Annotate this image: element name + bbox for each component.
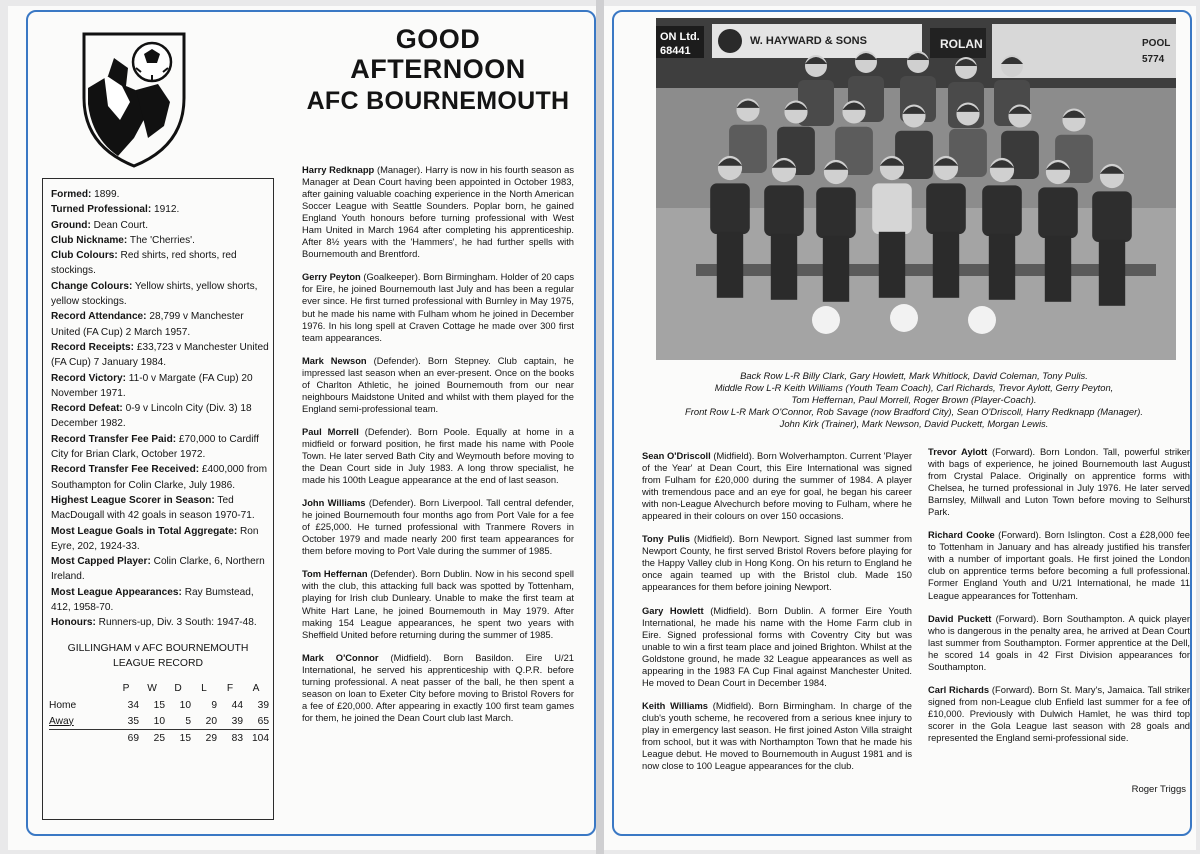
- fact-item-name: Record Victory:: [51, 372, 126, 384]
- fact-item-text: Red shirts, red shorts, red stockings.: [51, 250, 237, 277]
- sign-text: 68441: [660, 45, 691, 57]
- table-cell: 29: [205, 732, 217, 744]
- team-photo-image: [656, 18, 1176, 360]
- fact-item: [51, 309, 269, 340]
- fact-item: [51, 524, 269, 555]
- page-headline: [298, 24, 578, 118]
- sign-text: 5774: [1142, 54, 1165, 65]
- player-bio-text: (Midfield). Born Birmingham. In charge of the club's youth scheme, he recovered from a serious knee injury to play in emergency last season. He first joined Aston Villa straight from school, but it was with Northampton Town that he made his League debut. He moved to Bournemouth in August 1981 and is now close to 100 League appearances for the club.: [642, 700, 913, 772]
- player-bio-name: Mark Newson: [302, 355, 367, 366]
- player-bio-text: (Midfield). Born Basildon. Eire U/21 International, he served his apprenticeship with Q.P.R. before turning professional. A neat passer of the ball, he then spent a season on loan to Exeter City before moving to Bristol Rovers for a fee of £20,000. After appearing in exactly 100 first team games for them, he joined the Dean Court club last March.: [302, 652, 574, 723]
- header-cell: F: [226, 682, 234, 694]
- player-bio-name: Harry Redknapp: [302, 165, 375, 175]
- fact-item-name: Most League Goals in Total Aggregate:: [51, 525, 238, 537]
- header-cell: W: [147, 682, 157, 694]
- player-bio-name: Tony Pulis: [642, 534, 690, 545]
- fact-item-name: Most League Appearances:: [51, 586, 182, 598]
- table-cell: 39: [257, 699, 269, 711]
- player-bio-name: Richard Cooke: [928, 530, 995, 541]
- fact-item: [51, 218, 269, 233]
- row-label: Away: [49, 715, 74, 727]
- fact-item-text: Colin Clarke, 6, Northern Ireland.: [51, 556, 265, 583]
- header-cell: P: [122, 682, 130, 694]
- player-bio-text: (Manager). Harry is now in his fourth season as Manager at Dean Court having been appointed in October 1983, after gaining valuable coaching experience in the North American Soccer League with Seattle Sounders. Poplar born, he gained England Youth honours before turning professional with West Ham United in March 1964 after completing his apprenticeship. After 8½ years with the 'Hammers', he had further spells with Bournemouth and Brentford.: [302, 165, 574, 260]
- table-cell: 65: [243, 713, 269, 730]
- player-bio: [642, 605, 912, 689]
- fact-item-name: Most Capped Player:: [51, 556, 151, 568]
- table-cell: 44: [231, 699, 243, 711]
- fact-item-name: Ground:: [51, 219, 91, 231]
- player-bio-name: Sean O'Driscoll: [642, 451, 711, 461]
- league-record-title-line-1: GILLINGHAM v AFC BOURNEMOUTH: [67, 643, 249, 654]
- page-gutter: [596, 0, 604, 854]
- player-bios-right-col2: [928, 446, 1190, 755]
- fact-item-name: Record Transfer Fee Paid:: [51, 433, 177, 445]
- player-bio-name: Carl Richards: [928, 684, 990, 695]
- table-cell: 104: [252, 732, 269, 744]
- player-bio: [642, 700, 912, 772]
- club-crest-logo: [78, 28, 190, 170]
- author-byline: Roger Triggs: [1131, 784, 1186, 795]
- league-record-title-line-2: LEAGUE RECORD: [112, 658, 204, 669]
- league-record-row-total: [49, 730, 269, 747]
- football: [812, 306, 840, 334]
- fact-item: [51, 462, 269, 493]
- league-record-title: [43, 641, 273, 671]
- player-bio-name: Tom Heffernan: [302, 569, 368, 580]
- fact-item-text: 28,799 v Manchester United (FA Cup) 2 March 1957.: [51, 311, 244, 338]
- player-bio: [928, 446, 1190, 518]
- sign-text: ROLAN: [940, 37, 983, 51]
- fact-item-text: £400,000 from Southampton for Colin Clarke, July 1986.: [51, 464, 268, 491]
- table-cell: 69: [127, 732, 139, 744]
- fact-item: [51, 248, 269, 279]
- fact-item-text: 1899.: [91, 189, 120, 200]
- player-bio-text: (Defender). Born Liverpool. Tall central defender, he joined Bournemouth four months ago from Port Vale for a fee of £25,000. He turned professional with Tranmere Rovers in October 1979 and made nearly 200 first team appearances for them before moving to Port Vale during the summer of 1985.: [302, 498, 574, 557]
- fact-item: [51, 187, 269, 202]
- table-cell: 5: [165, 713, 191, 730]
- player-bio-text: (Midfield). Born Dublin. A former Eire Youth International, he made his name with the Home Farm club in Eire. Signed professional forms with Coventry City but was unable to win a first team place and joined Brighton. Whilst at the Goldstone ground, he made 32 League appearances as well as appearing in the 1983 FA Cup Final against Manchester United. He moved to Dean Court in December 1984.: [642, 605, 912, 688]
- player-bio-name: Gary Howlett: [642, 605, 704, 616]
- table-cell: 20: [191, 713, 217, 730]
- player-bio: [302, 568, 574, 640]
- player-bio: [302, 652, 574, 724]
- fact-item: [51, 371, 269, 402]
- sign-text: ON Ltd.: [660, 31, 700, 43]
- player-bio-name: Trevor Aylott: [928, 447, 988, 457]
- player-bio-name: Keith Williams: [642, 700, 708, 711]
- table-cell: 25: [153, 732, 165, 744]
- player-bio: [642, 450, 912, 522]
- table-cell: 15: [153, 699, 165, 711]
- table-cell: 10: [179, 699, 191, 711]
- player-bio-text: (Defender). Born Stepney. Club captain, he impressed last season when an ever-present. Once on the books of Charlton Athletic, he joined Bournemouth from our near neighbours Maidstone United and whilst with them played for the England semi-professional team.: [302, 355, 574, 414]
- league-record-row-away: [49, 713, 269, 730]
- player-bio-text: (Forward). Born Southampton. A quick player who is dangerous in the penalty area, he arrived at Dean Court last summer from Southampton. Former apprentice at the Dell, he scored 14 goals in 42 First Division appearances for Southampton.: [928, 613, 1190, 672]
- fact-item-name: Honours:: [51, 617, 96, 629]
- player-bio-text: (Midfield). Born Wolverhampton. Current 'Player of the Year' at Dean Court, this Eire International was signed from Fulham for £20,000 during the summer of 1984. A player with tremendous pace and an eye for goal, he began his career with non-League Alvechurch before moving to Fulham, where he appeared in their colours on over 150 occasions.: [642, 451, 912, 522]
- player-bio-name: Gerry Peyton: [302, 272, 361, 283]
- fact-item-text: Ray Bumstead, 412, 1958-70.: [51, 586, 254, 614]
- football: [968, 306, 996, 334]
- fact-item: [51, 585, 269, 616]
- fact-item-text: 0-9 v Lincoln City (Div. 3) 18 December 1982.: [51, 403, 252, 430]
- left-page: [8, 6, 596, 850]
- fact-item-text: Dean Court.: [90, 219, 149, 231]
- header-cell: A: [252, 682, 260, 694]
- player-bio-text: (Forward). Born Islington. Cost a £28,000 fee to Tottenham in January and has already justified his transfer with a number of important goals. He first joined the London club on apprentice terms before becoming a full professional. Former England Youth and U/21 International, he made 11 League appearances for Tottenham.: [928, 530, 1190, 601]
- fact-item: [51, 432, 269, 463]
- fact-item-name: Record Defeat:: [51, 403, 123, 415]
- team-photo: [656, 18, 1176, 360]
- caption-line: Back Row L-R Billy Clark, Gary Howlett, Mark Whitlock, David Coleman, Tony Pulis.: [740, 370, 1088, 381]
- fact-item: [51, 554, 269, 585]
- fact-item-name: Record Transfer Fee Received:: [51, 464, 200, 476]
- fact-item: [51, 493, 269, 524]
- football: [890, 304, 918, 332]
- sign-text: W. HAYWARD & SONS: [750, 35, 867, 47]
- fact-item-name: Change Colours:: [51, 280, 133, 292]
- player-bio-text: (Forward). Born London. Tall, powerful striker with bags of experience, he joined Bournemouth last August from Crystal Palace. Originally on apprentice forms with Chelsea, he turned professional in July 1976. He later served Barnsley, Millwall and Luton Town before moving to Selhurst Park.: [928, 447, 1190, 518]
- headline-line-2: AFTERNOON: [350, 54, 526, 84]
- club-facts-box: [42, 178, 274, 820]
- fact-item: [51, 615, 269, 630]
- row-label: [49, 730, 113, 747]
- player-bios-right-col1: [642, 450, 912, 783]
- player-bio-text: (Defender). Born Poole. Equally at home in a midfield or forward position, he first made his name with Poole Town. He later served Bath City and Weymouth before moving to the Dean Court side in July 1983. A long throw specialist, he made his 100th League appearance at the end of last season.: [302, 426, 574, 486]
- league-record-table: [49, 679, 269, 746]
- table-cell: 34: [127, 699, 139, 711]
- player-bio: [302, 164, 574, 260]
- player-bio: [302, 426, 574, 486]
- fact-item-text: Runners-up, Div. 3 South: 1947-48.: [95, 617, 257, 629]
- fact-item-name: Formed:: [51, 189, 92, 200]
- fact-item-name: Club Colours:: [51, 250, 118, 262]
- player-bio-text: (Forward). Born St. Mary's, Jamaica. Tall striker signed from non-League club Enfield last summer for a fee of £10,000. Previously with Dulwich Hamlet, he was third top scorer in the Gola League last season with 28 goals and represented the England semi-professional side.: [928, 684, 1190, 743]
- player-bio: [928, 613, 1190, 673]
- fact-item: [51, 340, 269, 371]
- caption-line: Middle Row L-R Keith Williams (Youth Team Coach), Carl Richards, Trevor Aylott, Gerry Peyton,: [714, 382, 1114, 394]
- club-facts-list: [51, 187, 269, 631]
- header-cell: D: [174, 682, 182, 694]
- player-bio: [928, 529, 1190, 601]
- fact-item: [51, 279, 269, 310]
- fact-item-name: Turned Professional:: [51, 204, 152, 216]
- fact-item-text: Ron Eyre, 202, 1924-33.: [51, 525, 259, 552]
- fact-item-text: The 'Cherries'.: [127, 234, 195, 246]
- header-cell: L: [201, 682, 207, 694]
- headline-line-1: GOOD: [395, 24, 481, 54]
- table-cell: 10: [139, 713, 165, 730]
- table-cell: 9: [211, 699, 217, 711]
- player-bio-text: (Midfield). Born Newport. Signed last summer from Newport County, he first served Bristol Rovers before playing for the Happy Valley club in Hong Kong. On his return to England he once again teamed up with the Bristol club. Made 150 appearances for them before joining Newport.: [642, 534, 912, 593]
- player-bio-text: (Goalkeeper). Born Birmingham. Holder of 20 caps for Eire, he joined Bournemouth last July and has been a regular ever since. He first turned professional with Burnley in May 1975, but he made his name with Fulham whom he joined in December 1976. In his long spell at Craven Cottage he made over 300 first team appearances.: [302, 272, 574, 343]
- player-bio: [302, 355, 574, 415]
- caption-line: John Kirk (Trainer), Mark Newson, David Puckett, Morgan Lewis.: [779, 418, 1049, 430]
- caption-line: Front Row L-R Mark O'Connor, Rob Savage (now Bradford City), Sean O'Driscoll, Harry Redknapp (Manager).: [685, 406, 1143, 418]
- fact-item-text: £70,000 to Cardiff City for Brian Clark, October 1972.: [51, 433, 259, 461]
- row-label: Home: [49, 699, 77, 711]
- fact-item-name: Club Nickname:: [51, 234, 128, 246]
- player-bio: [928, 684, 1190, 744]
- player-bios-left: [302, 164, 574, 735]
- league-record-row-home: [49, 697, 269, 713]
- sign-text: POOL: [1142, 38, 1171, 49]
- fact-item: [51, 233, 269, 248]
- player-bio-name: David Puckett: [928, 613, 992, 624]
- player-bio-name: Mark O'Connor: [302, 652, 379, 663]
- player-bio-text: (Defender). Born Dublin. Now in his second spell with the club, this attacking full back was spotted by Tottenham, playing for Irish club Dunleary. Unable to make the first team at White Hart Lane, he joined Bournemouth in May 1979. After making 154 League appearances, he spent two years with Sheffield United before returning during the summer of 1985.: [302, 569, 574, 640]
- photo-caption: [642, 370, 1186, 430]
- player-bio: [642, 533, 912, 593]
- table-cell: 83: [231, 732, 243, 744]
- table-cell: 39: [217, 713, 243, 730]
- headline-line-3: AFC BOURNEMOUTH: [306, 87, 570, 115]
- fact-item-name: Record Attendance:: [51, 311, 147, 323]
- right-page: [604, 6, 1196, 850]
- player-bio-name: John Williams: [302, 498, 366, 509]
- fact-item-text: Ted MacDougall with 42 goals in season 1970-71.: [51, 494, 255, 522]
- league-record-header-row: [49, 679, 269, 697]
- caption-line: Tom Heffernan, Paul Morrell, Roger Brown (Player-Coach).: [791, 394, 1037, 406]
- player-bio: [302, 271, 574, 343]
- fact-item-text: 1912.: [151, 204, 180, 216]
- table-cell: 35: [113, 713, 139, 730]
- fact-item-text: 11-0 v Margate (FA Cup) 20 November 1971.: [51, 372, 253, 399]
- fact-item-name: Record Receipts:: [51, 341, 135, 353]
- player-bio-name: Paul Morrell: [302, 426, 359, 437]
- fact-item: [51, 401, 269, 432]
- fact-item-name: Highest League Scorer in Season:: [51, 494, 215, 506]
- table-cell: 15: [179, 732, 191, 744]
- fact-item: [51, 202, 269, 217]
- fact-item-text: £33,723 v Manchester United (FA Cup) 7 January 1984.: [51, 341, 269, 369]
- fact-item-text: Yellow shirts, yellow shorts, yellow stockings.: [51, 280, 258, 308]
- player-bio: [302, 497, 574, 557]
